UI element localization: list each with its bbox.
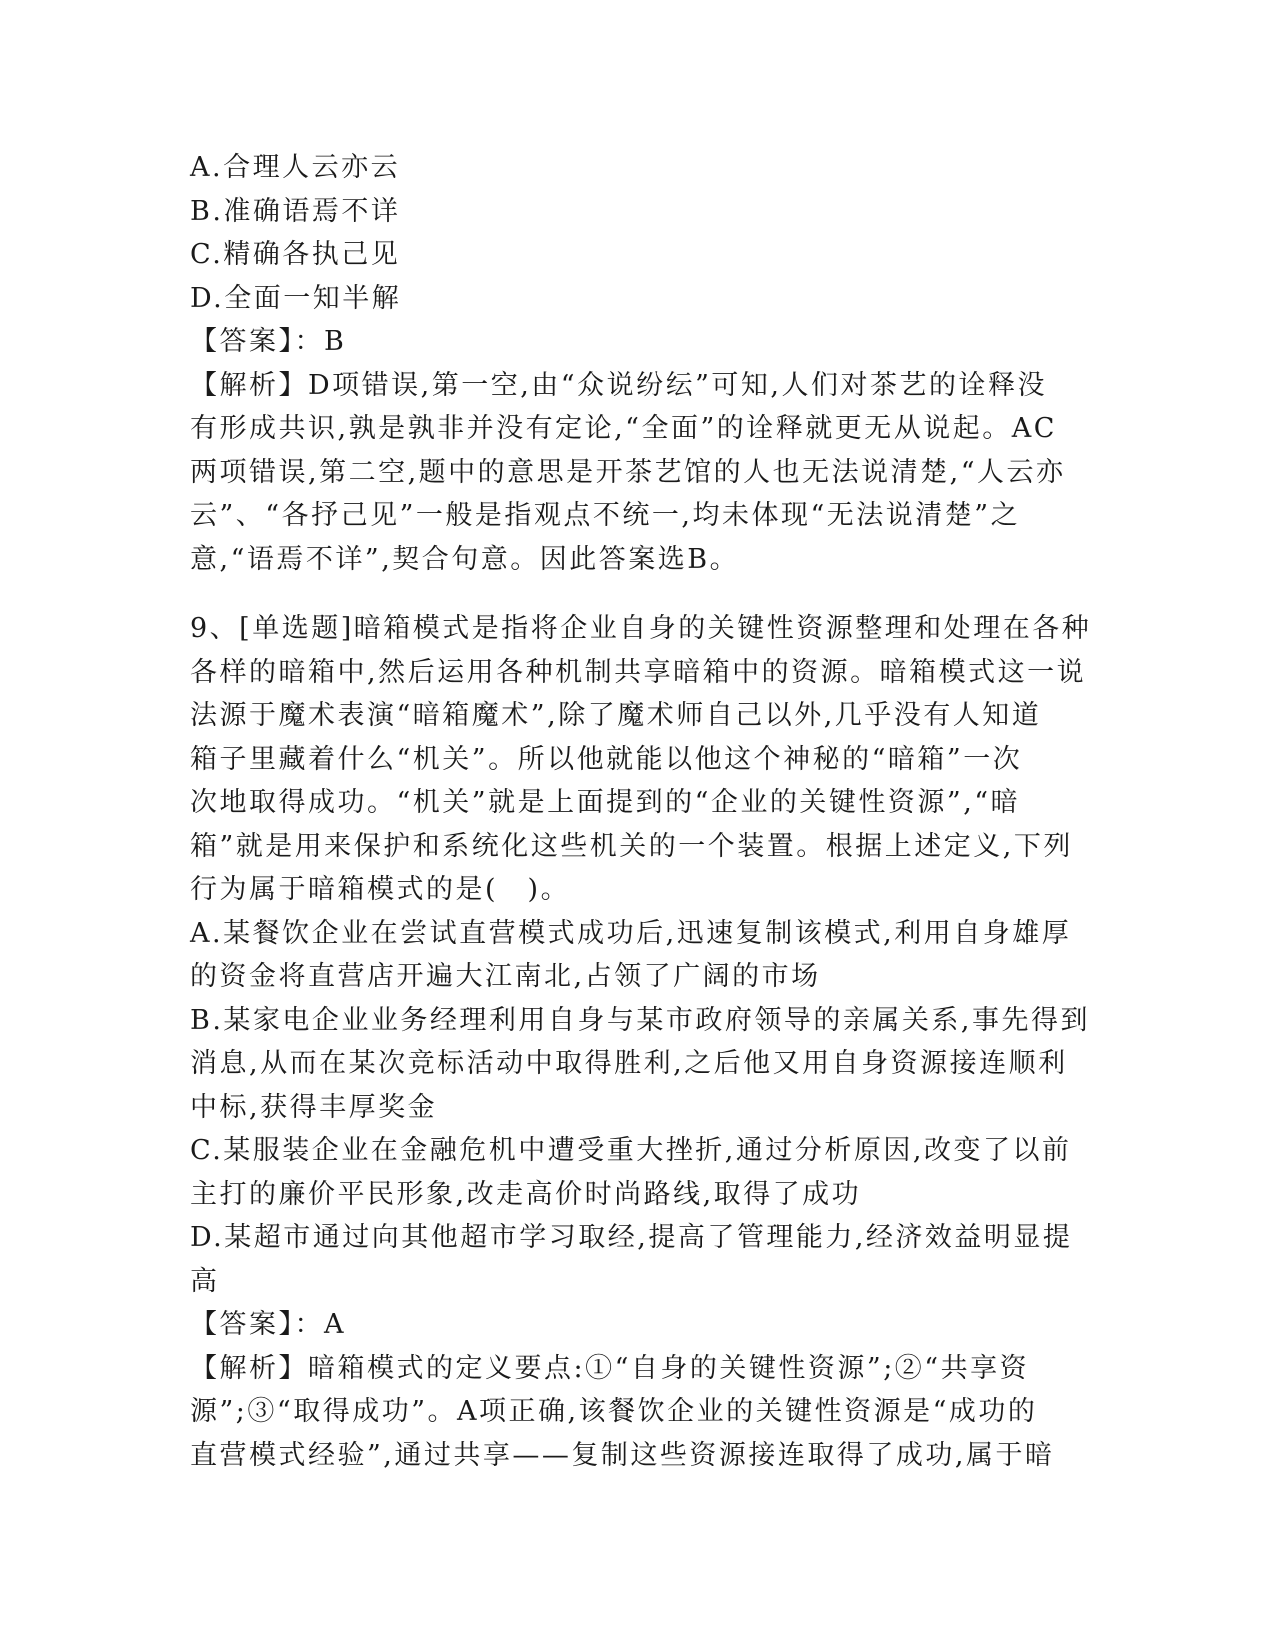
q9-option-a-cont: 的资金将直营店开遍大江南北,占领了广阔的市场: [190, 961, 821, 992]
q8-analysis-line: 有形成共识,孰是孰非并没有定论,“全面”的诠释就更无从说起。AC: [190, 413, 1057, 444]
q9-option-b-cont: 消息,从而在某次竞标活动中取得胜利,之后他又用自身资源接连顺利: [190, 1048, 1068, 1079]
q8-analysis-line: 意,“语焉不详”,契合句意。因此答案选B。: [190, 543, 740, 575]
q9-analysis-line: 源”;③“取得成功”。A项正确,该餐饮企业的关键性资源是“成功的: [190, 1396, 1038, 1427]
q9-stem-line: 法源于魔术表演“暗箱魔术”,除了魔术师自己以外,几乎没有人知道: [190, 700, 1042, 731]
q9-option-c-cont: 主打的廉价平民形象,改走高价时尚路线,取得了成功: [190, 1178, 862, 1210]
q9-answer: 【答案】：A: [190, 1309, 346, 1340]
q9-stem-line: 箱”就是用来保护和系统化这些机关的一个装置。根据上述定义,下列: [190, 830, 1073, 862]
q9-stem-line: 次地取得成功。“机关”就是上面提到的“企业的关键性资源”,“暗: [190, 787, 1021, 818]
document-body: [190, 146, 1092, 1477]
q9-option-c: C.某服装企业在金融危机中遭受重大挫折,通过分析原因,改变了以前: [190, 1135, 1072, 1166]
q8-analysis-line: 两项错误,第二空,题中的意思是开茶艺馆的人也无法说清楚,“人云亦: [190, 456, 1066, 488]
q9-option-d-cont: 高: [190, 1265, 220, 1297]
q9-analysis-line: 直营模式经验”,通过共享——复制这些资源接连取得了成功,属于暗: [190, 1439, 1055, 1471]
q9-option-d: D.某超市通过向其他超市学习取经,提高了管理能力,经济效益明显提: [190, 1222, 1073, 1253]
q8-analysis-line: 【解析】D项错误,第一空,由“众说纷纭”可知,人们对茶艺的诠释没: [190, 369, 1048, 401]
q9-stem-line: 9、[单选题]暗箱模式是指将企业自身的关键性资源整理和处理在各种: [190, 613, 1092, 644]
q9-stem-line: 各样的暗箱中,然后运用各种机制共享暗箱中的资源。暗箱模式这一说: [190, 656, 1087, 688]
question-spacer: [190, 581, 1080, 607]
q9-option-a: A.某餐饮企业在尝试直营模式成功后,迅速复制该模式,利用自身雄厚: [190, 917, 1072, 949]
q9-option-b: B.某家电企业业务经理利用自身与某市政府领导的亲属关系,事先得到: [190, 1004, 1091, 1036]
q8-option-d: D.全面一知半解: [190, 282, 402, 314]
q9-stem-line: 行为属于暗箱模式的是( )。: [190, 874, 571, 905]
q8-answer: 【答案】：B: [190, 326, 347, 357]
q8-analysis-line: 云”、“各抒己见”一般是指观点不统一,均未体现“无法说清楚”之: [190, 500, 1021, 531]
q8-option-c: C.精确各执己见: [190, 239, 401, 270]
q8-option-a: A.合理人云亦云: [190, 152, 401, 183]
q9-analysis-line: 【解析】暗箱模式的定义要点:①“自身的关键性资源”;②“共享资: [190, 1352, 1030, 1384]
q9-stem-line: 箱子里藏着什么“机关”。所以他就能以他这个神秘的“暗箱”一次: [190, 743, 1023, 775]
q9-option-b-cont: 中标,获得丰厚奖金: [190, 1091, 438, 1123]
q8-option-b: B.准确语焉不详: [190, 195, 401, 227]
